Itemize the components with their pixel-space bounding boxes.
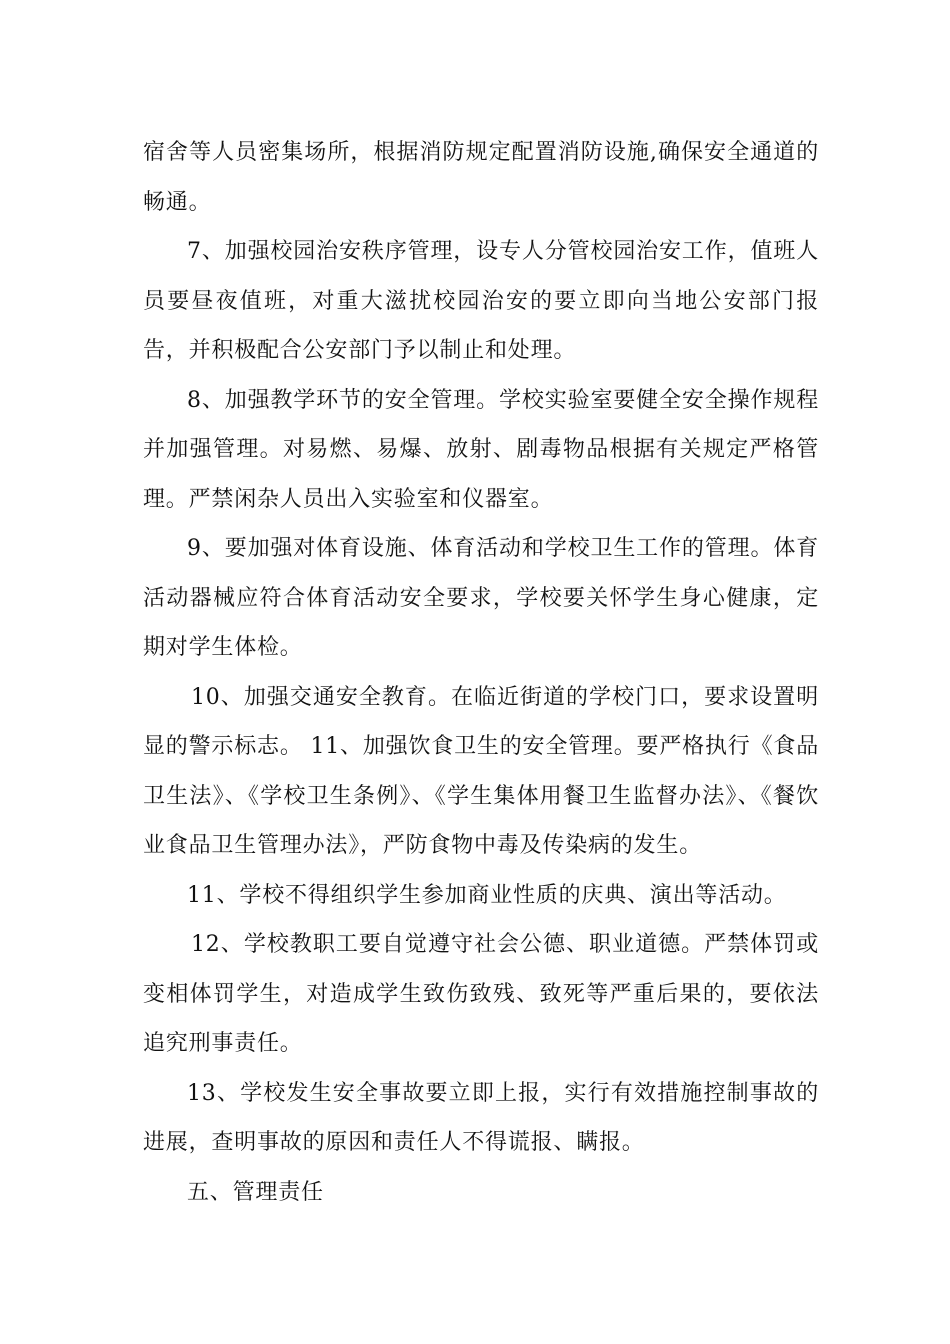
paragraph-item-7: 7、加强校园治安秩序管理，设专人分管校园治安工作，值班人员要昼夜值班，对重大滋扰校园治安的要立即向当地公安部门报告，并积极配合公安部门予以制止和处理。: [143, 239, 819, 363]
paragraph-item-11: 11、学校不得组织学生参加商业性质的庆典、演出等活动。: [187, 882, 787, 908]
section-heading-management-responsibility: 五、管理责任: [187, 1179, 324, 1205]
paragraph-item-8: 8、加强教学环节的安全管理。学校实验室要健全安全操作规程并加强管理。对易燃、易爆、放射、剧毒物品根据有关规定严格管理。严禁闲杂人员出入实验室和仪器室。: [143, 387, 819, 512]
paragraph-fire-safety-continuation: 宿舍等人员密集场所，根据消防规定配置消防设施,确保安全通道的畅通。: [143, 140, 819, 215]
paragraph-item-12: 12、学校教职工要自觉遵守社会公德、职业道德。严禁体罚或变相体罚学生，对造成学生致伤致残、致死等严重后果的，要依法追究刑事责任。: [143, 932, 819, 1056]
paragraph-item-9: 9、要加强对体育设施、体育活动和学校卫生工作的管理。体育活动器械应符合体育活动安全要求，学校要关怀学生身心健康，定期对学生体检。: [143, 536, 819, 660]
document-body: [143, 128, 819, 1217]
paragraph-item-13: 13、学校发生安全事故要立即上报，实行有效措施控制事故的进展，查明事故的原因和责任人不得谎报、瞒报。: [143, 1080, 819, 1155]
paragraph-item-10: 10、加强交通安全教育。在临近街道的学校门口，要求设置明显的警示标志。 11、加强饮食卫生的安全管理。要严格执行《食品卫生法》、《学校卫生条例》、《学生集体用餐卫生监督办法》、《餐饮业食品卫生管理办法》，严防食物中毒及传染病的发生。: [143, 684, 819, 858]
